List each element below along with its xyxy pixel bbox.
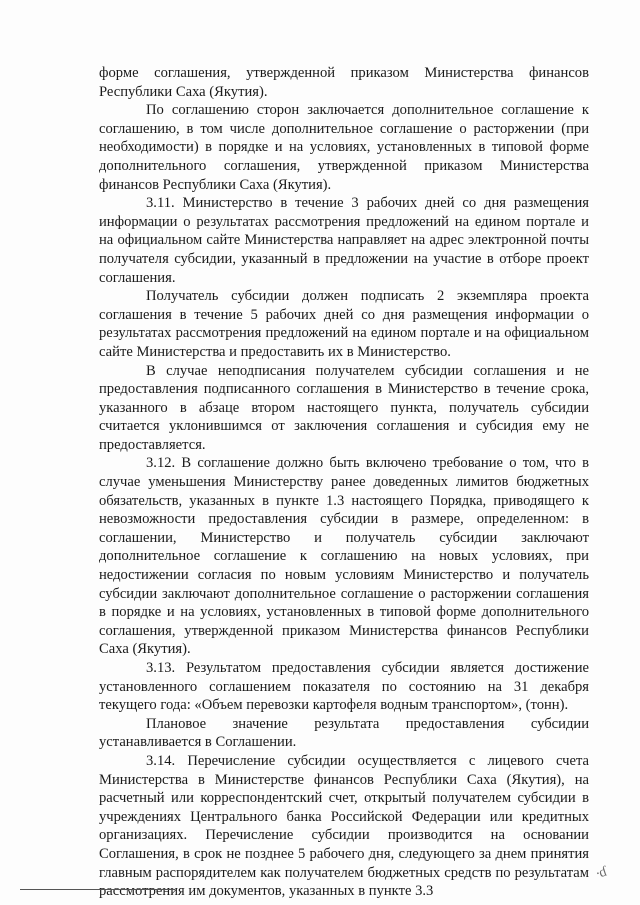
paragraph-additional-agreement: По соглашению сторон заключается дополнительное соглашение к соглашению, в том числе дополнительное соглашение о расторжении (при необходимости) в порядке и на условиях, установленных в типовой форме дополнительного соглашения, утвержденной приказом Министерства финансов Республики Саха (Якутия).	[99, 102, 589, 193]
paragraph-non-signing: В случае неподписания получателем субсидии соглашения и не предоставления подписанного соглашения в Министерство в течение срока, указанного в абзаце втором настоящего пункта, получатель субсидии считается уклонившимся от заключения соглашения и субсидия ему не предоставляется.	[99, 362, 589, 453]
footer-divider	[20, 889, 175, 890]
handwritten-mark: ·ɗ	[593, 864, 608, 883]
paragraph-3-13: 3.13. Результатом предоставления субсидии является достижение установленного соглашением показателя по состоянию на 31 декабря текущего года: «Объем перевозки картофеля водным транспортом», (тонн).	[99, 660, 589, 714]
paragraph-recipient-signing: Получатель субсидии должен подписать 2 экземпляра проекта соглашения в течение 5 рабочих дней со дня размещения информации о результатах рассмотрения предложений на едином портале и на официальном сайте Министерства и предоставить их в Министерство.	[99, 288, 589, 360]
paragraph-planned-value: Плановое значение результата предоставления субсидии устанавливается в Соглашении.	[99, 715, 589, 751]
paragraph-3-12: 3.12. В соглашение должно быть включено требование о том, что в случае уменьшения Министерству ранее доведенных лимитов бюджетных обязательств, указанных в пункте 1.3 настоящего Порядка, приводящего к невозможности предоставления субсидии в размере, определенном: в соглашении, Министерство и получатель субсидии заключают дополнительное соглашение к соглашению на новых условиях, при недостижении согласия по новым условиям Министерство и получатель субсидии заключают дополнительное соглашение о расторжении соглашения в порядке и на условиях, установленных в типовой форме дополнительного соглашения, утвержденной приказом Министерства финансов Республики Саха (Якутия).	[99, 455, 589, 658]
paragraph-3-11: 3.11. Министерство в течение 3 рабочих дней со дня размещения информации о результатах рассмотрения предложений на едином портале и на официальном сайте Министерства направляет на адрес электронной почты получателя субсидии, указанный в предложении на участие в отборе проект соглашения.	[99, 195, 589, 286]
paragraph-3-14: 3.14. Перечисление субсидии осуществляется с лицевого счета Министерства в Министерстве финансов Республики Саха (Якутия), на расчетный или корреспондентский счет, открытый получателем субсидии в учреждениях Центрального банка Российской Федерации или кредитных организациях. Перечисление субсидии производится на основании Соглашения, в срок не позднее 5 рабочего дня, следующего за днем принятия главным распорядителем как получателем бюджетных средств по результатам рассмотрения им документов, указанных в пункте 3.3	[99, 752, 589, 900]
document-body	[99, 64, 589, 901]
paragraph-continuation: форме соглашения, утвержденной приказом Министерства финансов Республики Саха (Якутия).	[99, 65, 589, 100]
